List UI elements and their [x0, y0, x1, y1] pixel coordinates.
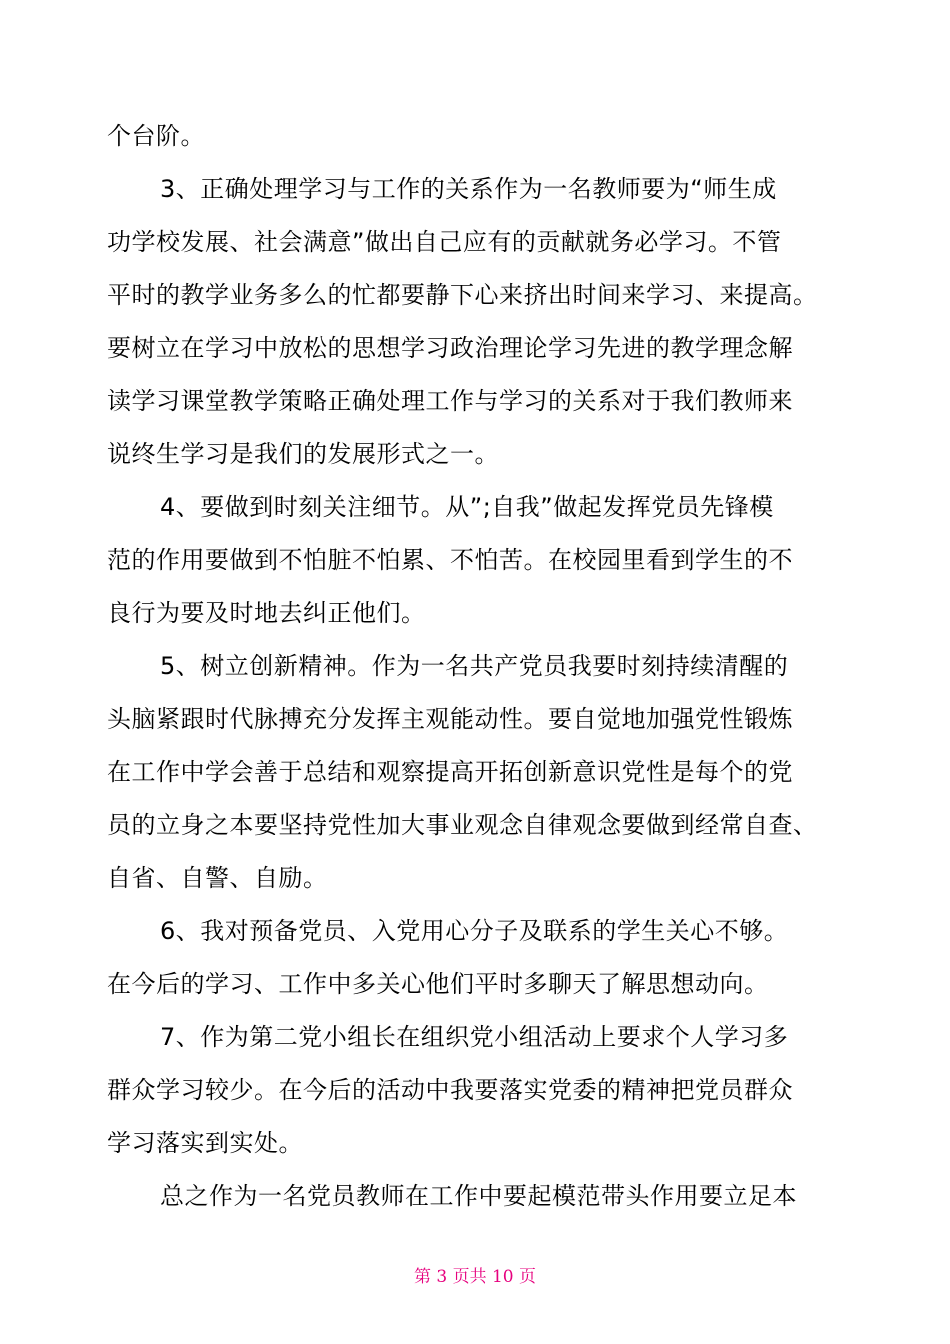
page-number-footer: 第 3 页共 10 页 [413, 1267, 537, 1287]
paragraph-5-line: 5、树立创新精神。作为一名共产党员我要时刻持续清醒的 [160, 652, 789, 680]
text-line: 员的立身之本要坚持党性加大事业观念自律观念要做到经常自查、 [107, 811, 818, 839]
text-line: 头脑紧跟时代脉搏充分发挥主观能动性。要自觉地加强党性锻炼 [107, 705, 793, 733]
conclusion-line: 总之作为一名党员教师在工作中要起模范带头作用要立足本 [160, 1182, 797, 1210]
text-line: 个台阶。 [107, 122, 205, 150]
text-line: 读学习课堂教学策略正确处理工作与学习的关系对于我们教师来 [107, 387, 793, 415]
text-line: 要树立在学习中放松的思想学习政治理论学习先进的教学理念解 [107, 334, 793, 362]
text-line: 在工作中学会善于总结和观察提高开拓创新意识党性是每个的党 [107, 758, 793, 786]
paragraph-7-line: 7、作为第二党小组长在组织党小组活动上要求个人学习多 [160, 1023, 789, 1051]
text-line: 自省、自警、自励。 [107, 864, 328, 892]
text-line: 学习落实到实处。 [107, 1129, 303, 1157]
paragraph-6-line: 6、我对预备党员、入党用心分子及联系的学生关心不够。 [160, 917, 789, 945]
paragraph-3-line: 3、正确处理学习与工作的关系作为一名教师要为“师生成 [160, 175, 777, 203]
text-line: 功学校发展、社会满意”做出自己应有的贡献就务必学习。不管 [107, 228, 782, 256]
text-line: 平时的教学业务多么的忙都要静下心来挤出时间来学习、来提高。 [107, 281, 818, 309]
text-line: 群众学习较少。在今后的活动中我要落实党委的精神把党员群众 [107, 1076, 793, 1104]
paragraph-4-line: 4、要做到时刻关注细节。从”;自我”做起发挥党员先锋模 [160, 493, 774, 521]
text-line: 良行为要及时地去纠正他们。 [107, 599, 426, 627]
text-line: 范的作用要做到不怕脏不怕累、不怕苦。在校园里看到学生的不 [107, 546, 793, 574]
text-line: 说终生学习是我们的发展形式之一。 [107, 440, 499, 468]
text-line: 在今后的学习、工作中多关心他们平时多聊天了解思想动向。 [107, 970, 769, 998]
